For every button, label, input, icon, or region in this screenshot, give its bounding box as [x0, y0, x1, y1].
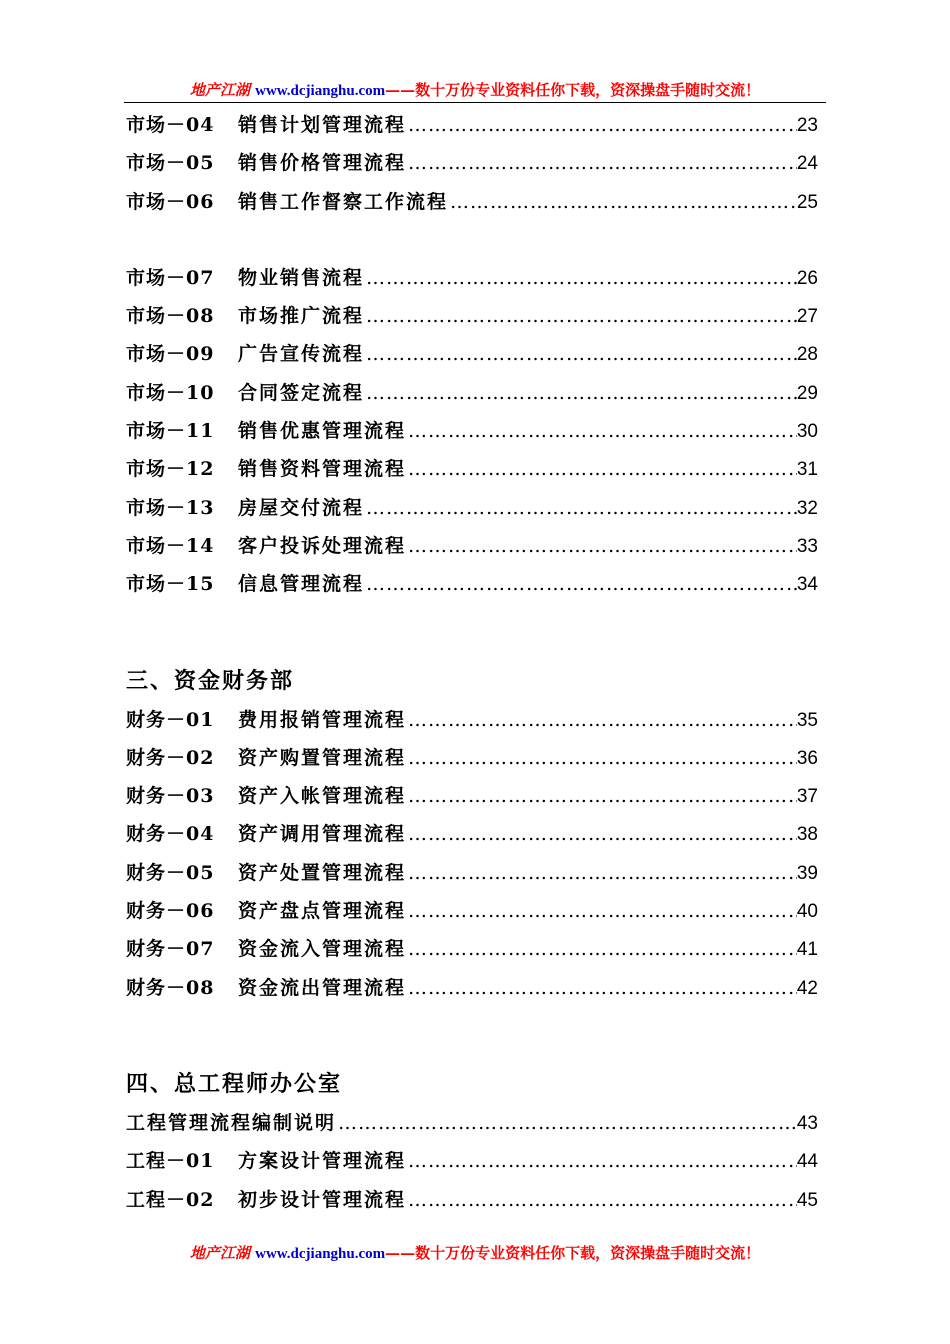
- banner-url[interactable]: www.dcjianghu.com: [255, 1246, 386, 1262]
- toc-code: 市场－11: [126, 420, 215, 443]
- toc-entry[interactable]: [126, 969, 818, 1007]
- banner-url[interactable]: www.dcjianghu.com: [255, 83, 386, 99]
- toc-entry[interactable]: [126, 374, 818, 412]
- toc-page: 41: [796, 939, 818, 961]
- toc-title: 资产入帐管理流程: [238, 785, 407, 808]
- toc-title: 销售优惠管理流程: [238, 420, 407, 443]
- toc-entry[interactable]: [126, 144, 818, 182]
- banner-tagline: ——数十万份专业资料任你下载，资深操盘手随时交流！: [385, 1244, 761, 1262]
- toc-code: 财务－03: [126, 785, 215, 808]
- dot-leader: [406, 144, 797, 182]
- dot-leader: [406, 930, 797, 968]
- banner-brand: 地产江湖: [189, 81, 250, 99]
- dot-leader: [364, 335, 797, 373]
- toc-title: 房屋交付流程: [238, 496, 365, 519]
- toc-page: 43: [796, 1112, 818, 1134]
- toc-entry[interactable]: [126, 183, 818, 221]
- toc-page: 25: [796, 191, 818, 213]
- toc-title: 方案设计管理流程: [238, 1150, 407, 1173]
- toc-page: 23: [796, 115, 818, 136]
- toc-entry[interactable]: [126, 777, 818, 815]
- dot-leader: [406, 106, 797, 144]
- toc-title: 合同签定流程: [238, 381, 365, 404]
- dot-leader: [406, 969, 797, 1007]
- dot-leader: [364, 297, 797, 335]
- toc-code: 财务－08: [126, 976, 215, 999]
- header-rule: [124, 102, 826, 103]
- dot-leader: [336, 1104, 797, 1142]
- toc-title: 客户投诉处理流程: [238, 534, 407, 557]
- toc-page: 30: [796, 421, 818, 443]
- banner-tagline: ——数十万份专业资料任你下载，资深操盘手随时交流！: [385, 81, 761, 99]
- toc-page: 38: [796, 824, 818, 846]
- toc-title: 工程管理流程编制说明: [126, 1111, 337, 1134]
- toc-entry[interactable]: [126, 489, 818, 527]
- toc-page: 40: [796, 901, 818, 923]
- toc-code: 市场－14: [126, 534, 215, 557]
- toc-entry[interactable]: [126, 412, 818, 450]
- dot-leader: [406, 1181, 797, 1219]
- banner-brand: 地产江湖: [189, 1244, 250, 1262]
- toc-entry[interactable]: [126, 930, 818, 968]
- toc-code: 市场－04: [126, 114, 215, 136]
- toc-entry[interactable]: [126, 450, 818, 488]
- toc-entry[interactable]: [126, 527, 818, 565]
- toc-page: 36: [796, 747, 818, 769]
- toc-entry[interactable]: [126, 892, 818, 930]
- toc-entry[interactable]: [126, 1104, 818, 1142]
- dot-leader: [448, 183, 797, 221]
- dot-leader: [406, 854, 797, 892]
- toc-code: 市场－07: [126, 266, 215, 289]
- toc-page: 29: [796, 382, 818, 404]
- dot-leader: [364, 259, 797, 297]
- toc-page: 34: [796, 574, 818, 596]
- toc-code: 市场－10: [126, 381, 215, 404]
- toc-code: 市场－15: [126, 573, 215, 596]
- dot-leader: [364, 489, 797, 527]
- toc-page: 39: [796, 862, 818, 884]
- spacer: [126, 221, 818, 259]
- toc-title: 销售资料管理流程: [238, 458, 407, 481]
- toc-page: 45: [796, 1189, 818, 1211]
- toc-title: 广告宣传流程: [238, 343, 365, 366]
- toc-code: 市场－08: [126, 305, 215, 328]
- dot-leader: [406, 815, 797, 853]
- footer-banner: [0, 1243, 950, 1264]
- toc-code: 财务－06: [126, 900, 215, 923]
- toc-code: 市场－09: [126, 343, 215, 366]
- toc-page: 27: [796, 306, 818, 328]
- toc-entry[interactable]: [126, 106, 818, 144]
- toc-code: 财务－02: [126, 746, 215, 769]
- spacer: [126, 1007, 818, 1064]
- dot-leader: [364, 565, 797, 603]
- section-heading-engineering: 四、总工程师办公室: [126, 1070, 343, 1097]
- toc-entry[interactable]: [126, 854, 818, 892]
- table-of-contents: [126, 106, 818, 1219]
- toc-title: 资金流入管理流程: [238, 938, 407, 961]
- toc-title: 费用报销管理流程: [238, 708, 407, 731]
- toc-title: 资金流出管理流程: [238, 976, 407, 999]
- toc-title: 销售计划管理流程: [238, 114, 407, 136]
- dot-leader: [406, 701, 797, 739]
- toc-title: 资产处置管理流程: [238, 861, 407, 884]
- toc-page: 24: [796, 153, 818, 175]
- toc-entry[interactable]: [126, 815, 818, 853]
- toc-entry[interactable]: [126, 297, 818, 335]
- toc-code: 财务－05: [126, 861, 215, 884]
- spacer: [126, 604, 818, 661]
- toc-entry[interactable]: [126, 739, 818, 777]
- toc-entry[interactable]: [126, 335, 818, 373]
- toc-code: 市场－12: [126, 458, 215, 481]
- toc-code: 市场－13: [126, 496, 215, 519]
- toc-code: 财务－04: [126, 823, 215, 846]
- toc-page: 33: [796, 535, 818, 557]
- section-heading-finance: 三、资金财务部: [126, 667, 295, 694]
- toc-code: 工程－01: [126, 1150, 215, 1173]
- toc-code: 市场－06: [126, 190, 215, 213]
- toc-entry[interactable]: [126, 701, 818, 739]
- toc-title: 资产盘点管理流程: [238, 900, 407, 923]
- dot-leader: [406, 739, 797, 777]
- toc-title: 市场推广流程: [238, 305, 365, 328]
- dot-leader: [406, 892, 797, 930]
- toc-page: 42: [796, 977, 818, 999]
- toc-title: 销售价格管理流程: [238, 152, 407, 175]
- toc-page: 32: [796, 497, 818, 519]
- toc-entry[interactable]: [126, 1181, 818, 1219]
- toc-page: 28: [796, 344, 818, 366]
- toc-code: 财务－01: [126, 708, 215, 731]
- toc-title: 资产购置管理流程: [238, 746, 407, 769]
- toc-code: 工程－02: [126, 1188, 215, 1211]
- dot-leader: [406, 777, 797, 815]
- toc-entry[interactable]: [126, 259, 818, 297]
- toc-title: 初步设计管理流程: [238, 1188, 407, 1211]
- dot-leader: [406, 450, 797, 488]
- dot-leader: [406, 1142, 797, 1180]
- toc-entry[interactable]: [126, 1142, 818, 1180]
- header-banner: [0, 80, 950, 101]
- toc-title: 信息管理流程: [238, 573, 365, 596]
- toc-page: 35: [796, 709, 818, 731]
- toc-code: 财务－07: [126, 938, 215, 961]
- dot-leader: [406, 412, 797, 450]
- toc-page: 31: [796, 459, 818, 481]
- dot-leader: [406, 527, 797, 565]
- toc-title: 销售工作督察工作流程: [238, 190, 449, 213]
- toc-title: 资产调用管理流程: [238, 823, 407, 846]
- toc-page: 44: [796, 1151, 818, 1173]
- dot-leader: [364, 374, 797, 412]
- toc-entry[interactable]: [126, 565, 818, 603]
- toc-title: 物业销售流程: [238, 266, 365, 289]
- toc-page: 26: [796, 267, 818, 289]
- toc-code: 市场－05: [126, 152, 215, 175]
- toc-page: 37: [796, 786, 818, 808]
